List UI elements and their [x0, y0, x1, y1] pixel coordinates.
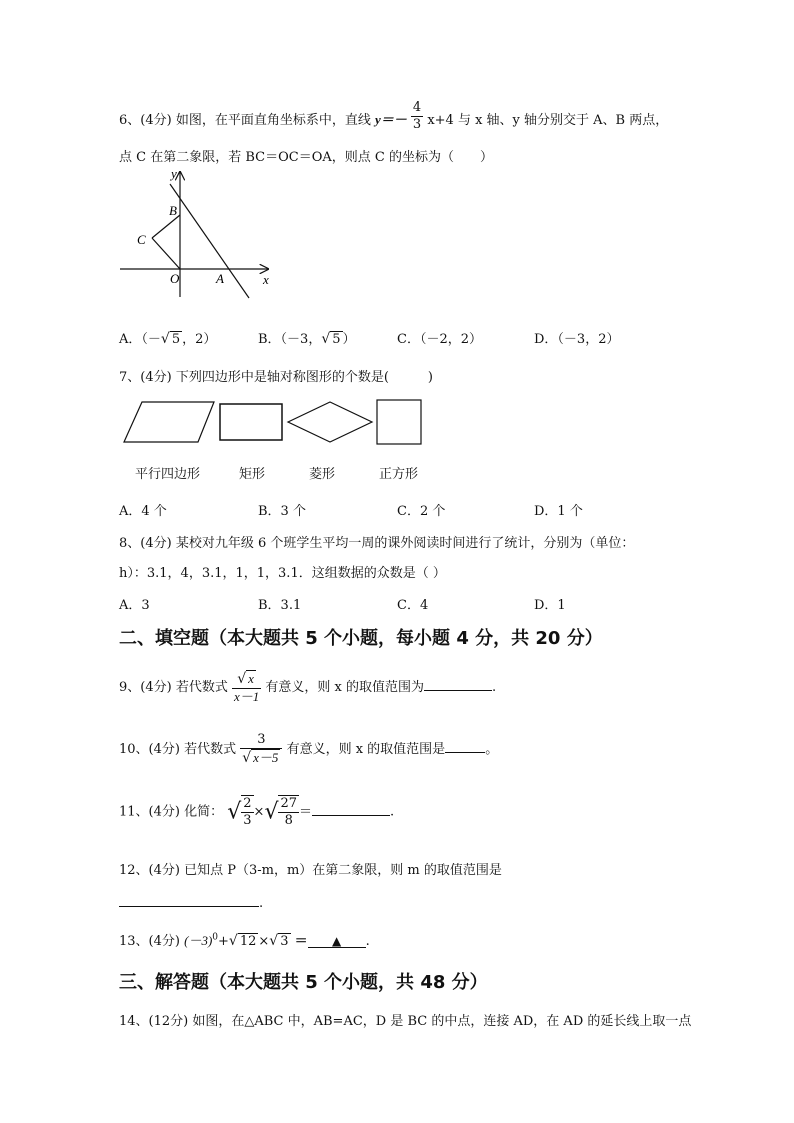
q11-end: . [390, 804, 395, 820]
q8-option-b: B．3.1 [258, 598, 302, 613]
q11-b-num: 27 [280, 796, 298, 811]
q6-option-b: B．（－3，√ 5 ） [258, 331, 356, 347]
q10 [119, 732, 498, 767]
section-3-heading: 三、解答题（本大题共 5 个小题，共 48 分） [119, 972, 488, 993]
shape-label-rhombus: 菱形 [309, 467, 336, 482]
q9-frac-num: √ x [232, 670, 261, 689]
rectangle-shape [220, 404, 282, 440]
q11-times: × [253, 804, 265, 820]
q8-option-a: A．3 [119, 598, 150, 613]
q7-option-a: A．4 个 [119, 504, 167, 519]
q10-pre: 10、(4分) 若代数式 [119, 742, 237, 757]
q11-answer-blank[interactable] [312, 803, 390, 816]
q6-option-c: C．（－2，2） [397, 332, 482, 347]
q9-radicand: x [248, 671, 254, 686]
q6-y-eq: y＝－ [374, 112, 407, 127]
label-b: B [169, 203, 177, 218]
shape-label-parallelogram: 平行四边形 [135, 467, 201, 482]
q9-answer-blank[interactable] [424, 678, 492, 691]
q6-option-b-tail: ） [342, 332, 356, 347]
parallelogram-shape [124, 402, 214, 442]
q10-post: 有意义，则 x 的取值范围是 [286, 742, 446, 757]
q7-shapes [118, 398, 438, 448]
q9-frac-den: x－1 [233, 689, 260, 704]
q7-option-d: D．1 个 [534, 504, 583, 519]
q8-option-c: C．4 [397, 598, 429, 613]
q13-expr-a: (－3) [184, 933, 213, 948]
label-a: A [216, 271, 224, 286]
section-2-heading: 二、填空题（本大题共 5 个小题，每小题 4 分，共 20 分） [119, 628, 603, 649]
square-shape [377, 400, 421, 444]
line-ab [170, 184, 249, 298]
segment-co [152, 238, 180, 269]
q11-pre: 11、(4分) 化简： [119, 804, 224, 820]
q9-fraction [232, 670, 261, 705]
q13-answer-blank[interactable]: ▲ [308, 935, 366, 948]
rhombus-shape [288, 402, 372, 442]
q6-line2: 点 C 在第二象限，若 BC＝OC＝OA，则点 C 的坐标为（ ） [119, 150, 493, 165]
q7-option-c: C．2 个 [397, 504, 446, 519]
label-c: C [137, 232, 146, 247]
q9 [119, 670, 496, 705]
q9-post: 有意义，则 x 的取值范围为 [265, 680, 424, 695]
q9-pre: 9、(4分) 若代数式 [119, 680, 228, 695]
q6-option-a-label: A．（－ [119, 332, 161, 347]
label-y: y [171, 166, 177, 181]
q6-option-b-radicand: 5 [332, 332, 341, 347]
q12-text: 12、(4分) 已知点 P（3-m，m）在第二象限，则 m 的取值范围是 [119, 863, 502, 878]
label-o: O [170, 271, 180, 286]
q13-rad1: 12 [239, 934, 257, 949]
q8-option-d: D．1 [534, 598, 566, 613]
q6-coordinate-figure [115, 162, 285, 302]
q13-pre: 13、(4分) [119, 934, 180, 949]
q13: 13、(4分) $(-3)^0+√$ 12 ×√ 3 ＝ ▲ . [119, 932, 370, 949]
q6-text-b: x+4 与 x 轴、y 轴分别交于 A、B 两点， [427, 113, 669, 128]
q10-end: 。 [485, 742, 499, 757]
q11-a-den: 3 [243, 813, 252, 828]
q12-end: . [259, 896, 264, 911]
shape-label-rectangle: 矩形 [239, 467, 266, 482]
q8-line1: 8、(4分) 某校对九年级 6 个班学生平均一周的课外阅读时间进行了统计，分别为（单位： [119, 536, 635, 551]
q7-text: 7、(4分) 下列四边形中是轴对称图形的个数是( ) [119, 370, 433, 385]
shape-label-square: 正方形 [379, 467, 419, 482]
q11: 11、(4分) 化简： √ $\frac{2}{3}$ ×√ $\frac{27}{8}$ ＝ . [119, 796, 395, 828]
q6-text-a: 6、(4分) 如图，在平面直角坐标系中，直线 [119, 113, 371, 128]
q10-answer-blank[interactable] [445, 740, 485, 753]
q13-plus: + [218, 934, 229, 949]
q10-fraction [240, 732, 282, 767]
q14-text: 14、(12分) 如图，在△ABC 中，AB=AC，D 是 BC 的中点，连接 AD，在 AD 的延长线上取一点 [119, 1014, 692, 1029]
q9-end: . [492, 680, 497, 695]
q6-fraction [411, 100, 423, 133]
q10-frac-num: 3 [240, 732, 282, 749]
q13-end: . [365, 934, 370, 949]
q6-option-b-label: B．（－3， [258, 332, 322, 347]
q13-eq: ＝ [294, 934, 308, 949]
q7-option-b: B．3 个 [258, 504, 306, 519]
q11-frac-b [278, 795, 299, 829]
q11-b-den: 8 [284, 813, 293, 828]
q6-option-a-radicand: 5 [171, 332, 181, 347]
q12-answer-blank[interactable] [119, 894, 259, 907]
q6-option-d: D．（－3，2） [534, 332, 620, 347]
q8-line2: h）：3.1，4，3.1，1，1，3.1．这组数据的众数是（ ） [119, 566, 446, 581]
q13-rad2: 3 [280, 934, 289, 949]
q6-option-a-tail: ，2） [182, 332, 217, 347]
q10-radicand: x－5 [253, 750, 279, 765]
q6-frac-den: 3 [412, 117, 422, 132]
q10-frac-den: √ x－5 [242, 750, 279, 766]
q11-frac-a [241, 795, 253, 829]
q12-answer-line [119, 894, 263, 911]
q13-times: × [258, 934, 270, 949]
q6-option-a: A．（－√ 5 ，2） [119, 331, 217, 347]
q6-line1 [119, 100, 669, 133]
q6-frac-num: 4 [412, 100, 422, 115]
q13-exp: 0 [212, 932, 219, 943]
segment-bc [152, 215, 180, 238]
q11-eq: ＝ [299, 804, 313, 820]
q11-a-num: 2 [243, 796, 252, 811]
label-x: x [263, 272, 269, 287]
